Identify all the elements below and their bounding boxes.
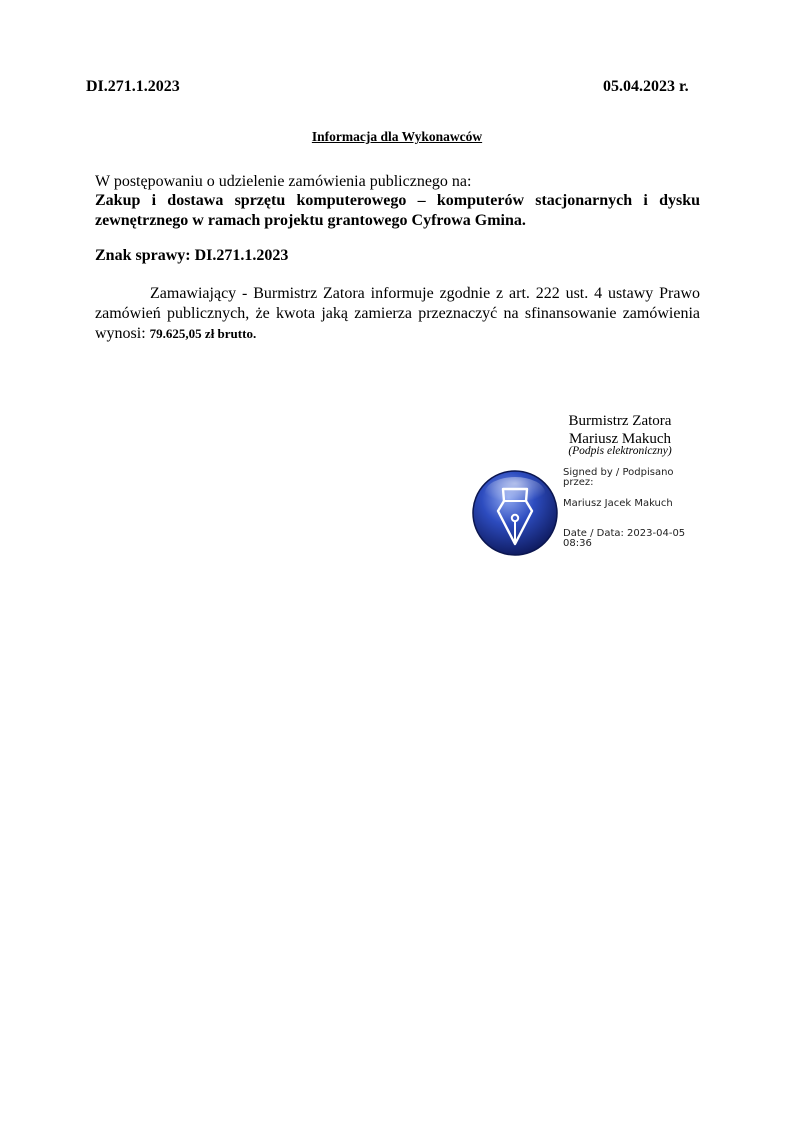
signature-date: Date / Data: 2023-04-05 08:36: [563, 528, 686, 549]
amount-value: 79.625,05 zł brutto.: [149, 326, 257, 341]
signer-name: Mariusz Makuch: [568, 431, 672, 447]
case-reference: Znak sprawy: DI.271.1.2023: [95, 247, 289, 264]
signer-title: Burmistrz Zatora: [568, 413, 672, 429]
notice-paragraph: [95, 284, 700, 344]
document-date: 05.04.2023 r.: [603, 78, 689, 95]
signer-full-name: Mariusz Jacek Makuch: [563, 498, 673, 509]
document-title: Informacja dla Wykonawców: [311, 129, 483, 144]
signed-by-label: Signed by / Podpisano przez:: [563, 467, 674, 488]
signature-seal: [472, 467, 558, 557]
notice-text: Zamawiający - Burmistrz Zatora informuje zgodnie z art. 222 ust. 4 ustawy Prawo zamówień publicznych, że kwota jaką zamierza przeznaczyć na sfinansowanie zamówienia wynosi:: [95, 285, 700, 342]
signature-note: (Podpis elektroniczny): [568, 445, 672, 457]
reference-number: DI.271.1.2023: [86, 78, 180, 95]
fountain-pen-nib-icon: [472, 467, 558, 557]
procurement-subject: Zakup i dostawa sprzętu komputerowego – komputerów stacjonarnych i dysku zewnętrznego w ramach projektu grantowego Cyfrowa Gmina.: [95, 192, 700, 229]
intro-text: W postępowaniu o udzielenie zamówienia publicznego na:: [95, 173, 472, 190]
